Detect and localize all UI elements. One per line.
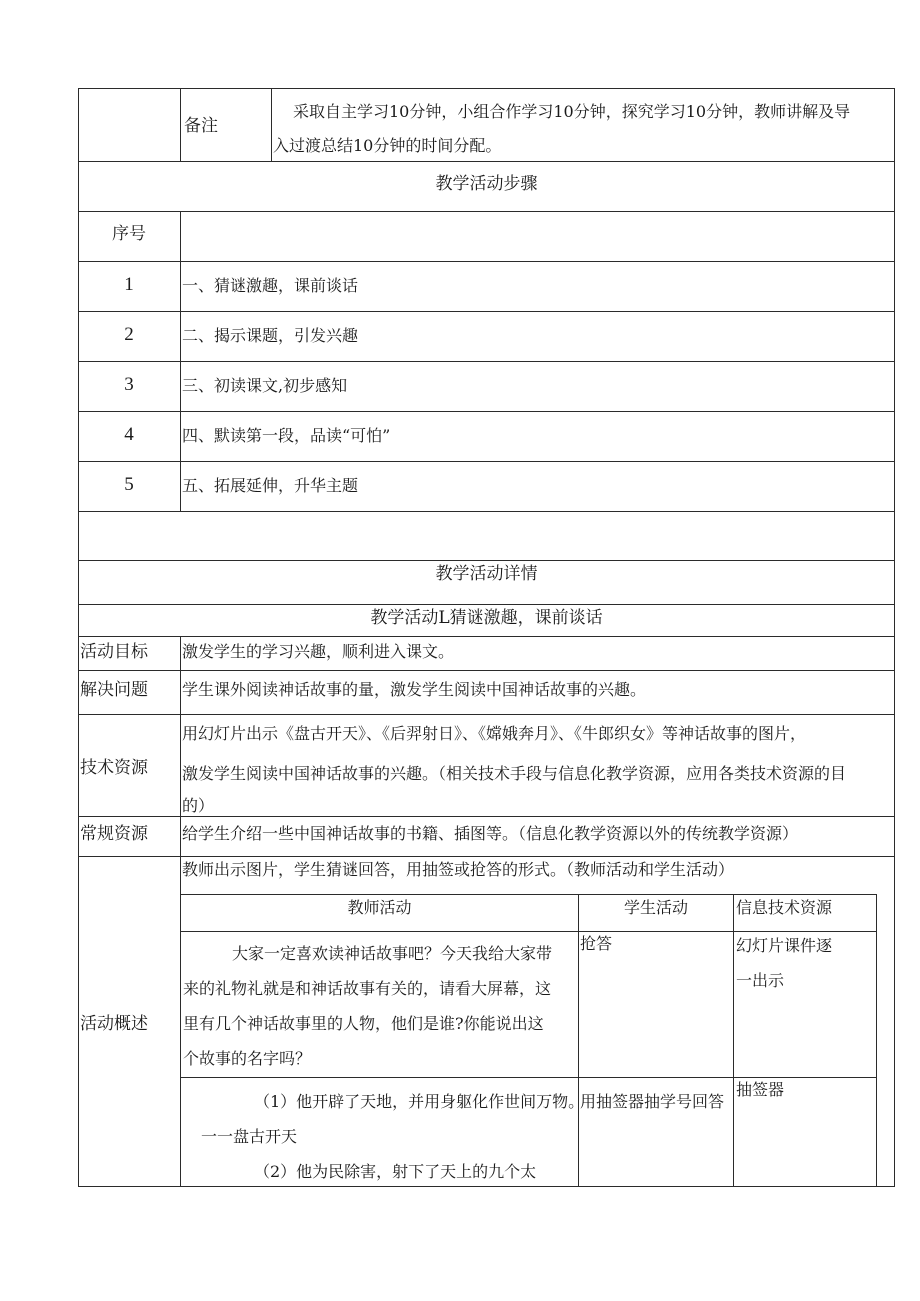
step-number: 3 <box>124 374 134 395</box>
step-number: 5 <box>124 474 134 495</box>
student-activity-text: 抢答 <box>580 934 613 953</box>
index-label: 序号 <box>112 224 146 244</box>
overview-label: 活动概述 <box>80 1014 148 1034</box>
header-teacher-activity: 教师活动 <box>347 898 412 917</box>
header-it-resource: 信息技术资源 <box>736 898 833 917</box>
tech-text-line1: 用幻灯片出示《盘古开天》、《后羿射日》、《嫦娥奔月》、《牛郎织女》等神话故事的图片， <box>182 724 807 743</box>
remarks-text-line2: 入过渡总结10分钟的时间分配。 <box>273 136 502 155</box>
rule <box>180 211 181 512</box>
tech-text-line3: 的） <box>182 796 215 815</box>
conventional-label: 常规资源 <box>80 824 148 844</box>
student-activity-text: 用抽签器抽学号回答 <box>580 1092 725 1111</box>
rule <box>181 894 876 895</box>
resource-text-line: 一出示 <box>736 971 785 990</box>
teacher-text-line: 来的礼物礼就是和神话故事有关的，请看大屏幕，这 <box>183 979 552 998</box>
step-text: 五、拓展延伸，升华主题 <box>182 476 359 495</box>
details-heading: 教学活动详情 <box>435 564 538 584</box>
rule <box>78 88 79 1187</box>
header-student-activity: 学生活动 <box>623 898 688 917</box>
teacher-text-line: 个故事的名字吗？ <box>183 1049 312 1068</box>
tech-label: 技术资源 <box>80 758 148 778</box>
rule <box>78 161 895 162</box>
conventional-text: 给学生介绍一些中国神话故事的书籍、插图等。（信息化教学资源以外的传统教学资源） <box>182 824 799 843</box>
step-number: 2 <box>124 324 134 345</box>
rule <box>78 311 895 312</box>
problem-text: 学生课外阅读神话故事的量，激发学生阅读中国神话故事的兴趣。 <box>182 680 647 699</box>
goal-label: 活动目标 <box>80 642 148 662</box>
overview-intro: 教师出示图片，学生猜谜回答，用抽签或抢答的形式。（教师活动和学生活动） <box>182 860 735 879</box>
rule <box>78 714 895 715</box>
remarks-text-line1: 采取自主学习10分钟，小组合作学习10分钟，探究学习10分钟，教师讲解及导 <box>293 102 851 121</box>
rule <box>876 894 877 1187</box>
goal-text: 激发学生的学习兴趣，顺利进入课文。 <box>182 642 455 661</box>
step-text: 二、揭示课题，引发兴趣 <box>182 326 359 345</box>
rule <box>78 816 895 817</box>
rule <box>78 88 895 89</box>
remarks-label: 备注 <box>184 116 218 136</box>
step-text: 三、初读课文,初步感知 <box>182 376 348 395</box>
rule <box>578 894 579 1187</box>
step-text: 四、默读第一段，品读“可怕” <box>182 426 391 445</box>
rule <box>78 604 895 605</box>
rule <box>181 1077 876 1078</box>
teacher-text-line: 一一盘古开天 <box>201 1127 298 1146</box>
rule <box>733 894 734 1187</box>
rule <box>78 856 895 857</box>
rule <box>78 1186 895 1187</box>
rule <box>78 511 895 512</box>
step-number: 1 <box>124 274 134 295</box>
teacher-text-line: 里有几个神话故事里的人物，他们是谁?你能说出这 <box>183 1014 544 1033</box>
rule <box>271 88 272 162</box>
rule <box>78 636 895 637</box>
step-number: 4 <box>124 424 134 445</box>
teacher-text-line: 大家一定喜欢读神话故事吧？今天我给大家带 <box>232 944 553 963</box>
rule <box>78 560 895 561</box>
teacher-text-line: （2）他为民除害，射下了天上的九个太 <box>254 1162 537 1181</box>
rule <box>78 670 895 671</box>
rule <box>78 211 895 212</box>
rule <box>78 461 895 462</box>
rule <box>181 931 876 932</box>
rule <box>78 411 895 412</box>
activity-title: 教学活动L猜谜激趣，课前谈话 <box>370 608 603 628</box>
resource-text-line: 幻灯片课件逐 <box>736 936 833 955</box>
rule <box>180 88 181 162</box>
steps-heading: 教学活动步骤 <box>435 174 538 194</box>
rule <box>78 361 895 362</box>
problem-label: 解决问题 <box>80 680 148 700</box>
rule <box>894 88 895 1187</box>
step-text: 一、猜谜激趣，课前谈话 <box>182 276 359 295</box>
teacher-text-line: （1）他开辟了天地，并用身躯化作世间万物。 <box>254 1092 585 1111</box>
resource-text: 抽签器 <box>736 1080 785 1099</box>
rule <box>78 261 895 262</box>
tech-text-line2: 激发学生阅读中国神话故事的兴趣。（相关技术手段与信息化教学资源，应用各类技术资源的目 <box>182 764 847 783</box>
